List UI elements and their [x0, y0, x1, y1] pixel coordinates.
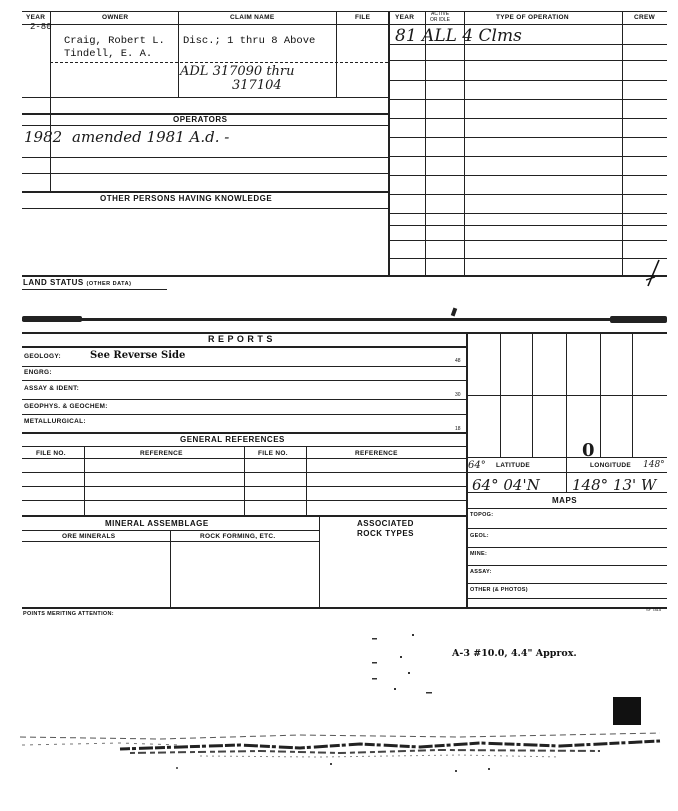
scan-noise-band: [0, 715, 678, 775]
map-other: OTHER (& PHOTOS): [470, 587, 528, 593]
latitude-label: LATITUDE: [496, 462, 531, 469]
gr-col-reference-1: REFERENCE: [140, 450, 183, 457]
owner-1: Craig, Robert L.: [64, 35, 165, 47]
report-metallurgical-label: METALLURGICAL:: [24, 418, 86, 425]
scatter-marks: [360, 630, 440, 700]
header-type-of-operation: TYPE OF OPERATION: [496, 14, 569, 21]
report-assay-label: ASSAY & IDENT:: [24, 385, 80, 392]
report-engrg-label: ENGRG:: [24, 369, 52, 376]
separator-blob-left: [22, 316, 82, 322]
header-year-right: YEAR: [395, 14, 415, 21]
year-value: 2-80: [30, 22, 52, 32]
gr-col-file-no-1: FILE NO.: [36, 450, 66, 457]
longitude-suffix: 148°: [643, 460, 665, 470]
header-file: FILE: [355, 14, 371, 21]
handwritten-adl-end: 317104: [232, 78, 282, 93]
report-metallurgical-num: 18: [455, 426, 461, 432]
handwritten-operation: 81 ALL 4 Clms: [395, 26, 522, 46]
mineral-assemblage-title: MINERAL ASSEMBLAGE: [105, 519, 209, 528]
associated-rock-types-1: ASSOCIATED: [357, 519, 414, 528]
latitude-value: 64° 04'N: [472, 476, 540, 494]
reports-title: R E P O R T S: [208, 334, 273, 344]
map-assay: ASSAY:: [470, 569, 492, 575]
handwritten-operators-year: 1982: [24, 128, 63, 146]
longitude-value: 148° 13' W: [572, 476, 657, 494]
owner-2: Tindell, E. A.: [64, 48, 153, 60]
report-assay-num: 30: [455, 392, 461, 398]
report-geology-label: GEOLOGY:: [24, 353, 61, 360]
report-geophys-label: GEOPHYS. & GEOCHEM:: [24, 403, 108, 410]
header-claim-name: CLAIM NAME: [230, 14, 275, 21]
header-year: YEAR: [26, 14, 46, 21]
maps-title: MAPS: [552, 496, 578, 505]
col-rock-forming: ROCK FORMING, ETC.: [200, 533, 276, 540]
col-ore-minerals: ORE MINERALS: [62, 533, 116, 540]
handwritten-operators-text: amended 1981 A.d. -: [72, 128, 230, 146]
other-persons-header: OTHER PERSONS HAVING KNOWLEDGE: [100, 194, 273, 203]
header-crew: CREW: [634, 14, 656, 21]
land-status-sub: (OTHER DATA): [86, 281, 132, 287]
circle-mark: 0: [582, 440, 595, 461]
gr-col-file-no-2: FILE NO.: [258, 450, 288, 457]
longitude-label: LONGITUDE: [590, 462, 631, 469]
land-status-label: [23, 278, 131, 287]
header-owner: OWNER: [102, 14, 129, 21]
associated-rock-types-2: ROCK TYPES: [357, 529, 415, 538]
operators-header: OPERATORS: [173, 115, 228, 124]
claim-value: Disc.; 1 thru 8 Above: [183, 35, 316, 47]
separator-blob-right: [610, 316, 667, 323]
land-status-title: LAND STATUS: [23, 278, 84, 287]
handwritten-adl-range: ADL 317090 thru: [180, 64, 295, 79]
map-topog: TOPOG:: [470, 512, 494, 518]
form-number: SF 7815: [646, 607, 662, 612]
general-references-title: GENERAL REFERENCES: [180, 435, 285, 444]
header-active: ACTIVE: [431, 11, 450, 17]
header-or-idle: OR IDLE: [430, 17, 451, 23]
points-meriting-attention: POINTS MERITING ATTENTION:: [23, 611, 114, 617]
ink-dot: [451, 308, 457, 317]
report-geology-value: See Reverse Side: [90, 350, 186, 361]
report-geology-num: 48: [455, 358, 461, 364]
gr-col-reference-2: REFERENCE: [355, 450, 398, 457]
map-mine: MINE:: [470, 551, 488, 557]
map-geol: GEOL:: [470, 533, 489, 539]
note-text: A-3 #10.0, 4.4" Approx.: [452, 648, 577, 659]
separator-bar: [22, 318, 667, 321]
latitude-prefix: 64°: [468, 460, 486, 471]
slash-mark-icon: [645, 258, 663, 288]
